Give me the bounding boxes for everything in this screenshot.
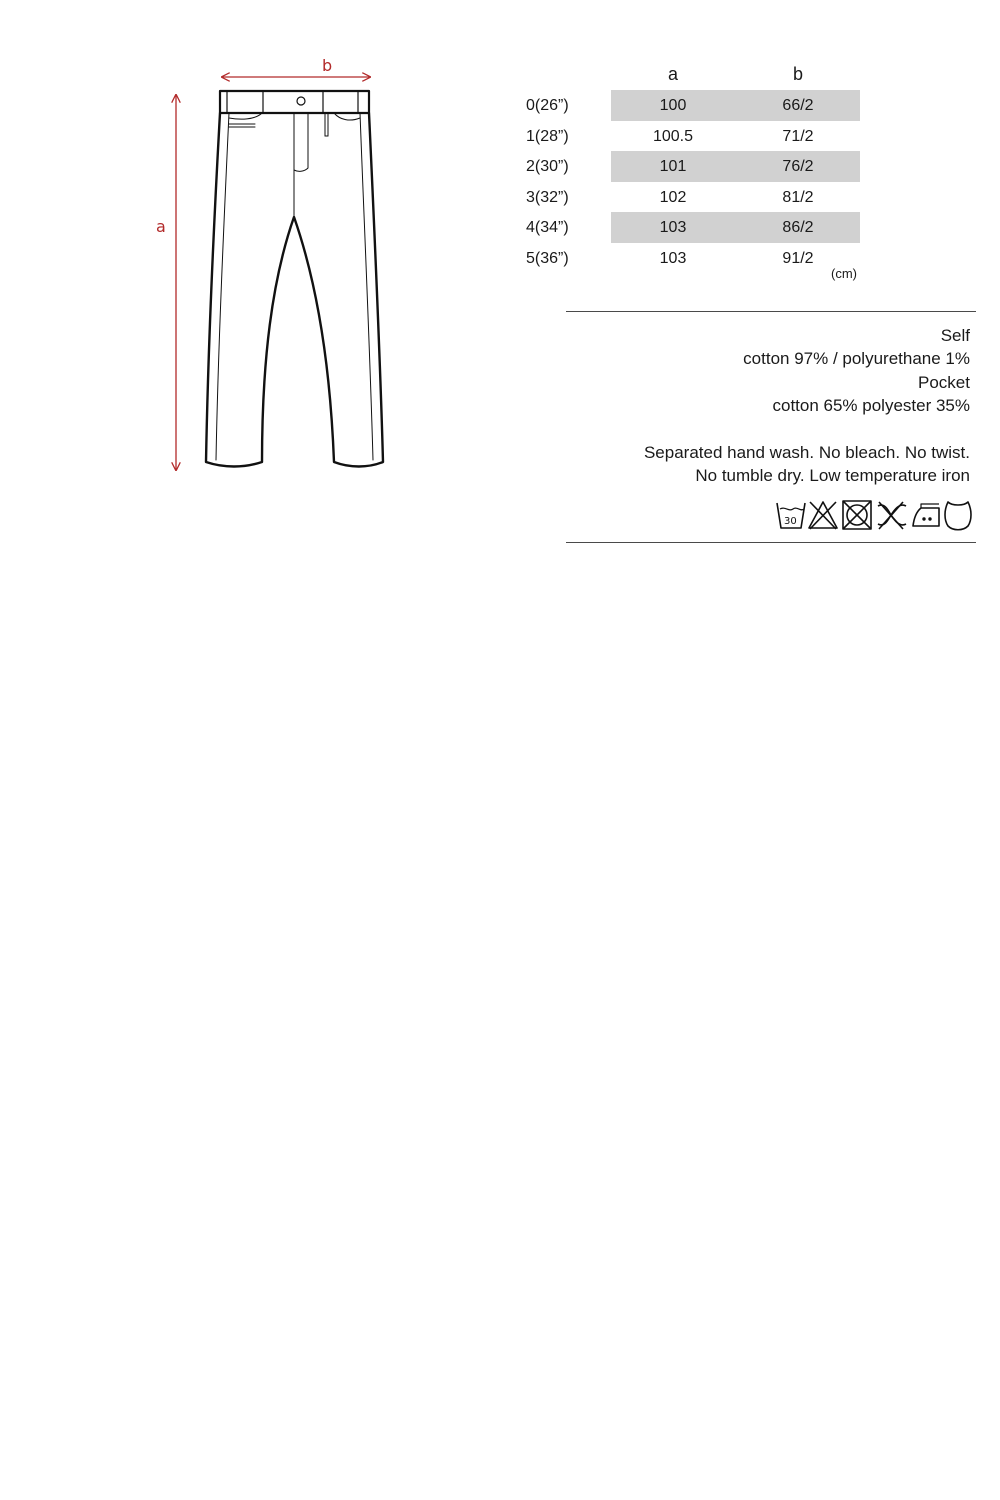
dimension-a-label: a bbox=[156, 217, 166, 236]
b-cell: 66/2 bbox=[782, 97, 814, 114]
composition-block bbox=[570, 324, 970, 417]
composition-pocket-value: cotton 65% polyester 35% bbox=[772, 395, 970, 415]
table-row bbox=[512, 151, 872, 182]
composition-pocket-title: Pocket bbox=[918, 372, 970, 392]
table-row bbox=[512, 243, 872, 274]
a-cell: 100.5 bbox=[652, 127, 694, 145]
header-a: a bbox=[667, 64, 678, 84]
b-cell: 86/2 bbox=[782, 219, 814, 236]
no-wring-icon bbox=[878, 502, 906, 529]
wash-30-icon bbox=[777, 503, 805, 528]
b-cell: 81/2 bbox=[782, 188, 814, 206]
composition-self-value: cotton 97% / polyurethane 1% bbox=[743, 349, 970, 369]
divider-top bbox=[566, 311, 976, 312]
jeans-outline bbox=[206, 91, 383, 467]
size-cell: 3(32”) bbox=[526, 188, 569, 206]
size-cell: 0(26”) bbox=[526, 97, 569, 114]
size-cell: 4(34”) bbox=[526, 219, 569, 236]
size-cell: 1(28”) bbox=[526, 127, 569, 145]
a-cell: 101 bbox=[659, 158, 687, 175]
table-row bbox=[512, 90, 872, 121]
table-row bbox=[512, 182, 872, 213]
care-instructions bbox=[570, 441, 970, 488]
size-table bbox=[512, 60, 872, 273]
b-cell: 76/2 bbox=[782, 158, 814, 175]
table-row bbox=[512, 121, 872, 152]
b-cell: 71/2 bbox=[782, 127, 814, 145]
no-bleach-icon bbox=[809, 502, 837, 529]
composition-self-title: Self bbox=[940, 326, 970, 345]
table-row bbox=[512, 212, 872, 243]
jeans-diagram bbox=[140, 50, 400, 480]
a-cell: 100 bbox=[659, 97, 687, 114]
table-header bbox=[512, 60, 872, 90]
b-cell: 91/2 bbox=[782, 249, 814, 267]
unit-label: (cm) bbox=[831, 266, 857, 281]
care-line-1: Separated hand wash. No bleach. No twist. bbox=[643, 443, 970, 462]
size-cell: 2(30”) bbox=[526, 158, 569, 175]
divider-bottom bbox=[566, 542, 976, 543]
care-icons bbox=[775, 498, 973, 532]
dry-clean-icon bbox=[945, 502, 971, 530]
low-iron-icon bbox=[913, 504, 939, 526]
svg-text:30: 30 bbox=[784, 516, 797, 527]
a-cell: 103 bbox=[659, 249, 687, 267]
care-line-2: No tumble dry. Low temperature iron bbox=[695, 466, 970, 486]
header-b: b bbox=[792, 64, 803, 84]
size-cell: 5(36”) bbox=[526, 249, 569, 267]
a-cell: 102 bbox=[659, 188, 687, 206]
no-tumble-dry-icon bbox=[843, 501, 871, 529]
a-cell: 103 bbox=[659, 219, 687, 236]
dimension-b-label: b bbox=[322, 56, 333, 75]
